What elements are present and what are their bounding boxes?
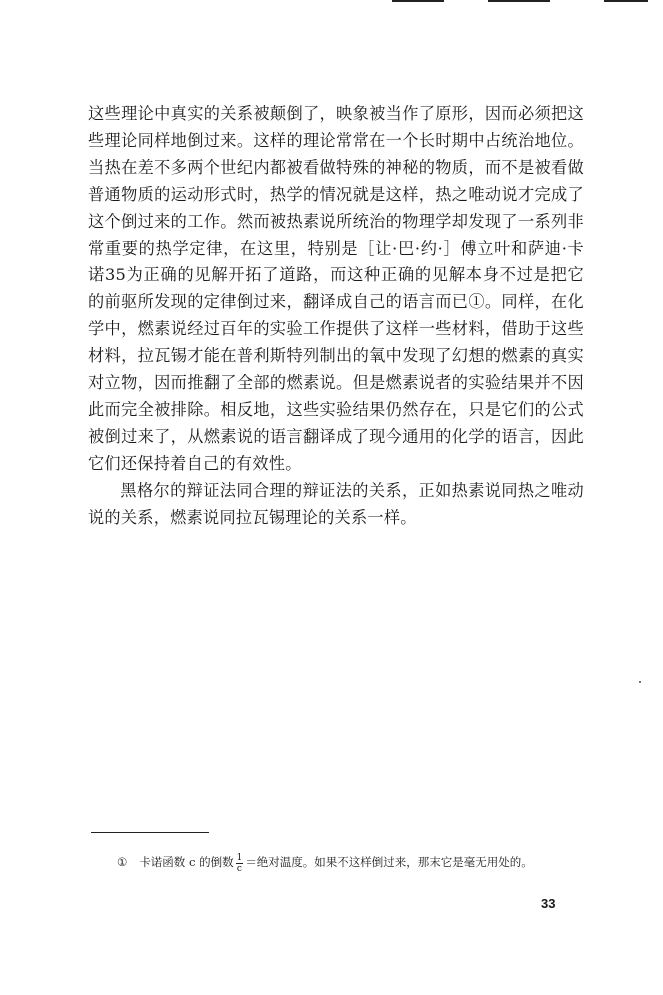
- header-rule: [392, 0, 444, 2]
- body-text: [88, 101, 584, 532]
- fraction: [236, 853, 244, 874]
- paragraph: 这些理论中真实的关系被颠倒了，映象被当作了原形，因而必须把这些理论同样地倒过来。这样的理论常常在一个长时期中占统治地位。当热在差不多两个世纪内都被看做特殊的神秘的物质，而不是被看做普通物质的运动形式时，热学的情况就是这样，热之唯动说才完成了这个倒过来的工作。然而被热素说所统治的物理学却发现了一系列非常重要的热学定律，在这里，特别是［让·巴·约·］傅立叶和萨迪·卡诺35为正确的见解开拓了道路，而这种正确的见解本身不过是把它的前驱所发现的定律倒过来，翻译成自己的语言而已①。同样，在化学中，燃素说经过百年的实验工作提供了这样一些材料，借助于这些材料，拉瓦锡才能在普利斯特列制出的氧中发现了幻想的燃素的真实对立物，因而推翻了全部的燃素说。但是燃素说者的实验结果并不因此而完全被排除。相反地，这些实验结果仍然存在，只是它们的公式被倒过来了，从燃素说的语言翻译成了现今通用的化学的语言，因此它们还保持着自己的有效性。: [88, 104, 584, 473]
- header-rule: [488, 0, 550, 2]
- footnote-marker: ①: [117, 855, 128, 869]
- paragraph: 黑格尔的辩证法同合理的辩证法的关系，正如热素说同热之唯动说的关系，燃素说同拉瓦锡理论的关系一样。: [88, 480, 584, 527]
- fraction-numerator: 1: [236, 852, 243, 863]
- scan-speck: [639, 681, 641, 683]
- footnote-text: 卡诺函数 c 的倒数: [139, 855, 234, 869]
- footnote: [117, 852, 587, 874]
- footnote-separator: [91, 832, 209, 833]
- footnote-text: ＝绝对温度。如果不这样倒过来，那末它是毫无用处的。: [245, 855, 533, 869]
- header-rule: [604, 0, 648, 2]
- fraction-denominator: c: [236, 863, 242, 874]
- page-number: 33: [541, 896, 556, 911]
